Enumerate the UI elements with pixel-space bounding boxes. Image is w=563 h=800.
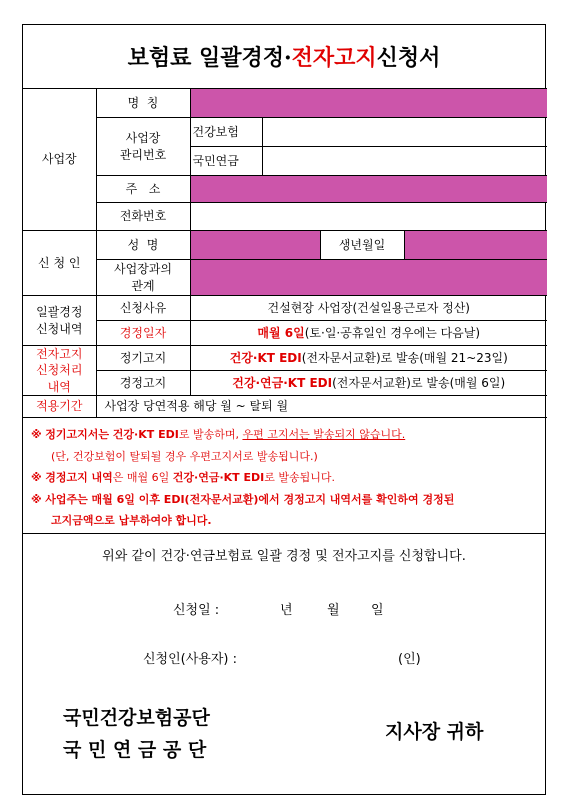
label-phone: 전화번호: [96, 203, 190, 231]
value-period: 사업장 당연적용 해당 월 ~ 탈퇴 월: [96, 396, 547, 418]
label-mgmt-number: 사업장 관리번호: [96, 118, 190, 176]
label-regular-notice: 정기고지: [96, 346, 190, 371]
field-workplace-name[interactable]: [190, 89, 547, 118]
seal-mark: (인): [398, 652, 421, 667]
label-national-pension: 국민연금: [190, 147, 262, 176]
date-day: 일: [371, 603, 384, 618]
label-relation: 사업장과의 관계: [96, 260, 190, 296]
note-3-cont: 고지금액으로 납부하여야 합니다.: [51, 514, 212, 527]
field-pension-number[interactable]: [262, 147, 547, 176]
application-form: [22, 24, 546, 795]
date-month: 월: [327, 603, 340, 618]
org-nps: 국 민 연 금 공 단: [63, 739, 207, 761]
applicant-line-label: 신청인(사용자) :: [143, 652, 238, 667]
date-year: 년: [280, 603, 293, 618]
value-regular-notice: 건강·KT EDI(전자문서교환)로 발송(매월 21~23일): [190, 346, 547, 371]
label-health-insurance: 건강보험: [190, 118, 262, 147]
form-title: [23, 25, 545, 89]
note-1-sub: (단, 건강보험이 탈퇴될 경우 우편고지서로 발송됩니다.): [51, 449, 318, 463]
org-nhis: 국민건강보험공단: [63, 707, 210, 729]
field-birth-date[interactable]: [404, 231, 547, 260]
label-applicant-name: 성 명: [96, 231, 190, 260]
value-correction-date: 매월 6일(토·일·공휴일인 경우에는 다음날): [190, 321, 547, 346]
section-applicant: 신 청 인: [23, 231, 96, 296]
value-correction-notice: 건강·연금·KT EDI(전자문서교환)로 발송(매월 6일): [190, 371, 547, 396]
title-text: 보험료 일괄경정·: [127, 45, 292, 71]
label-address: 주 소: [96, 176, 190, 203]
date-label: 신청일 :: [173, 603, 220, 618]
field-phone[interactable]: [190, 203, 547, 231]
section-bulk-correction: 일괄경정 신청내역: [23, 296, 96, 346]
branch-head: 지사장 귀하: [385, 721, 484, 743]
field-health-number[interactable]: [262, 118, 547, 147]
section-workplace: 사업장: [23, 89, 96, 231]
declaration: 위와 같이 건강·연금보험료 일괄 경정 및 전자고지를 신청합니다.: [102, 549, 466, 564]
label-birth-date: 생년월일: [320, 231, 404, 260]
label-correction-notice: 경정고지: [96, 371, 190, 396]
field-applicant-name[interactable]: [190, 231, 320, 260]
section-enotice: 전자고지 신청처리 내역: [23, 346, 96, 396]
title-suffix: 신청서: [376, 45, 441, 71]
field-address[interactable]: [190, 176, 547, 203]
note-1: ※ 정기고지서는 건강·KT EDI로 발송하며, 우편 고지서는 발송되지 않습니다.: [31, 428, 406, 441]
label-reason: 신청사유: [96, 296, 190, 321]
note-2: ※ 경정고지 내역은 매월 6일 건강·연금·KT EDI로 발송됩니다.: [31, 471, 336, 484]
note-3: ※ 사업주는 매월 6일 이후 EDI(전자문서교환)에서 경정고지 내역서를 확인하여 경정된: [31, 492, 455, 506]
label-name: 명 칭: [96, 89, 190, 118]
label-period: 적용기간: [23, 396, 96, 418]
field-relation[interactable]: [190, 260, 547, 296]
value-reason: 건설현장 사업장(건설일용근로자 정산): [190, 296, 547, 321]
notes: [23, 422, 545, 534]
title-highlight: 전자고지: [291, 45, 377, 71]
label-correction-date: 경정일자: [96, 321, 190, 346]
form-table: [23, 88, 547, 418]
